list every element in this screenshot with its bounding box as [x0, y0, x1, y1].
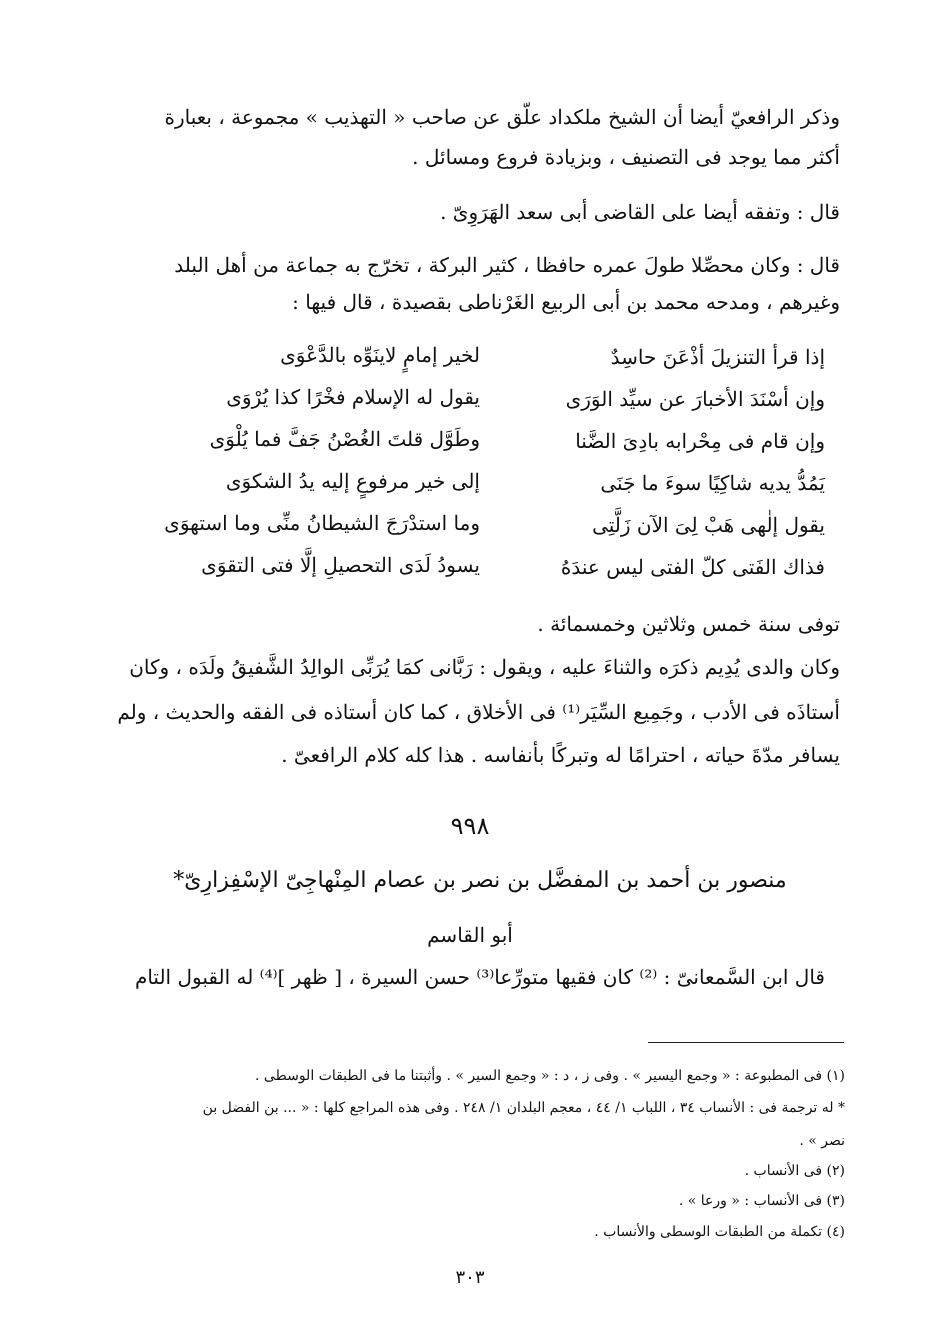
footnote-star: * له ترجمة فى : الأنساب ٣٤ ، اللباب ١/ ٤٤ ، معجم البلدان ١/ ٢٤٨ . وفى هذه المراجع كلها : « ... بن الفضل بن: [202, 1100, 845, 1116]
footnote-2: (٢) فى الأنساب .: [744, 1163, 845, 1179]
poem-left-4: إلى خير مرفوعٍ إليه يدُ الشكوَى: [225, 469, 480, 493]
body-line-2: أكثر مما يوجد فى التصنيف ، وبزيادة فروع ومسائل .: [412, 145, 840, 169]
body-line-7: أستاذَه فى الأدب ، وجَمِيع السِّيَر⁽¹⁾ فى الأخلاق ، كما كان أستاذه فى الفقه والحديث ، ولم: [117, 700, 840, 724]
body-line-3: قال : وتفقه أيضا على القاضى أبى سعد الهَرَوِىّ .: [440, 200, 840, 224]
poem-right-2: وإن أسْنَدَ الأخبارَ عن سيِّد الوَرَى: [565, 387, 825, 411]
poem-left-3: وطَوَّل قلتَ الغُصْنُ جَفَّ فما يُلْوَى: [209, 427, 480, 451]
footnote-4: (٤) تكملة من الطبقات الوسطى والأنساب .: [594, 1224, 845, 1240]
poem-left-2: يقول له الإسلام فخْرًا كذا يُرْوَى: [226, 385, 480, 409]
poem-right-1: إذا قرأ التنزيلَ أذْعَنَ حاسِدٌ: [610, 345, 825, 369]
poem-left-1: لخير إمامٍ لاينَوِّه بالدَّعْوَى: [280, 343, 480, 367]
poem-left-6: يسودُ لَدَى التحصيلِ إلَّا فتى التقوَى: [201, 553, 480, 577]
body-line-8: يسافر مدّةَ حياته ، احترامًا له وتبركًا بأنفاسه . هذا كله كلام الرافعىّ .: [281, 743, 840, 767]
footnote-star-cont: نصر » .: [799, 1133, 845, 1149]
entry-first-line: قال ابن السَّمعانىّ : ⁽²⁾ كان فقيها متورِّعا⁽³⁾ حسن السيرة ، [ ظهر ]⁽⁴⁾ له القبول التام: [134, 965, 825, 989]
poem-right-6: فذاك الفَتى كلّ الفتى ليس عندَهُ: [560, 555, 825, 579]
entry-title: منصور بن أحمد بن المفضَّل بن نصر بن عصام المِنْهاجِىّ الإسْفِزارِىّ*: [173, 868, 787, 893]
poem-right-5: يقول إلٰهى هَبْ لِىَ الآن زَلَّتِى: [592, 513, 825, 537]
entry-number: ٩٩٨: [450, 812, 490, 840]
body-line-6: وكان والدى يُدِيم ذكرَه والثناءَ عليه ، ويقول : رَبَّانى كمَا يُرَبِّى الوالِدُ الشَّفيقُ ولَدَه ، وكان: [129, 655, 840, 679]
body-line-1: وذكر الرافعيّ أيضا أن الشيخ ملكداد علّق عن صاحب « التهذيب » مجموعة ، بعبارة: [164, 105, 840, 129]
poem-right-3: وإن قام فى مِحْرابه بادِىَ الضَّنا: [575, 429, 825, 453]
body-line-5: وغيرهم ، ومدحه محمد بن أبى الربيع الغَرْناطى بقصيدة ، قال فيها :: [292, 290, 840, 314]
poem-left-5: وما استدْرَجَ الشيطانُ منِّى وما استهوَى: [164, 511, 480, 535]
body-line-4: قال : وكان محصِّلا طولَ عمره حافظا ، كثير البركة ، تخرّج به جماعة من أهل البلد: [174, 253, 840, 277]
entry-kunya: أبو القاسم: [427, 923, 513, 947]
footnote-3: (٣) فى الأنساب : « ورعا » .: [678, 1193, 845, 1209]
footnote-1: (١) فى المطبوعة : « وجمع اليسير » . وفى ز ، د : « وجمع السير » . وأثبتنا ما فى الطبقات الوسطى .: [255, 1068, 845, 1084]
poem-right-4: يَمُدُّ يديه شاكِيًا سوءَ ما جَنَى: [600, 471, 825, 495]
death-year-line: توفى سنة خمس وثلاثين وخمسمائة .: [537, 612, 840, 636]
page-number: ٣٠٣: [455, 1267, 485, 1288]
footnote-separator: [648, 1042, 844, 1043]
